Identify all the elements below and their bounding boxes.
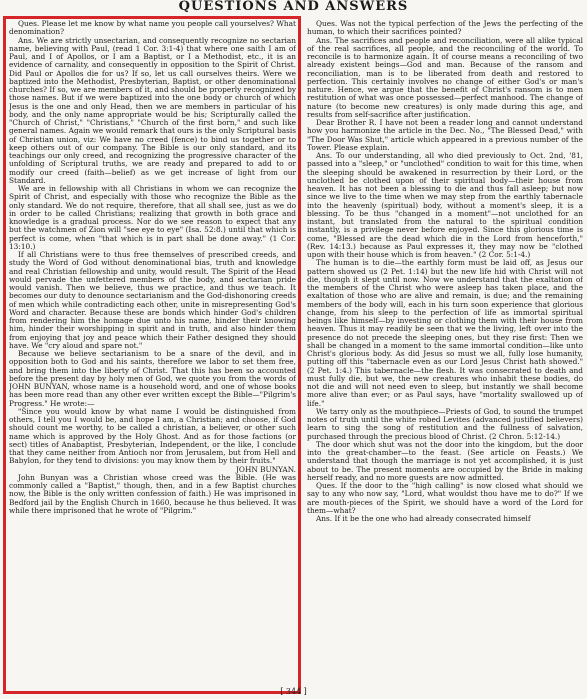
right-column [307, 20, 583, 684]
page-title: QUESTIONS AND ANSWERS [178, 0, 409, 14]
paragraph: The human is to die—the earthly form must be laid off, as Jesus our pattern showed us (2 Pet. 1:14) but the new life hid with Christ will not die, though it slept until now. Now we understand that the exaltation of the members of the Christ who were asleep has taken place, and the exaltation of those who are alive and remain, is due; and the remaining members of the body will, each in his turn soon experience that glorious change, from his sleep to the perfection of life as immortal spiritual beings like himself—by investing or clothing them with their house from heaven. Thus it may readily be seen that we the living, left over into the presence do not precede the sleeping ones, but they rise first: Then we shall be changed in a moment to the same immortal condition—like unto Christ's glorious body. As did Jesus so must we all, fully lose humanity, putting off this "tabernacle even as our Lord Jesus Christ hath showed." (2 Pet. 1:4.) This tabernacle—the flesh. It was consecrated to death and must fully die, but we, the new creatures who inhabit these bodies, do not die and will not need even to sleep, but instantly we shall become more alive than ever; or as Paul says, have "mortality swallowed up of life." [307, 258, 583, 408]
paragraph: Ans. If it be the one who had already consecrated himself [316, 514, 531, 523]
paragraph: Dear Brother R. I have not been a reader long and cannot understand how you harmonize the article in the Dec. No., "The Blessed Dead," with "The Door Was Shut," article which appeared in a previous number of the Tower. Please explain. [307, 118, 583, 152]
left-column [9, 20, 296, 684]
paragraph: If all Christians were to thus free themselves of prescribed creeds, and study the Word of God without denominational bias, truth and knowledge and real Christian fellowship and unity, would result. The Spirit of the Head would pervade the unfettered members of the body, and sectarian pride would vanish. Then we believe, thus we practice, and thus we teach. It becomes our duty to denounce sectarianism and the God-dishonoring creeds of men which while contradicting each other, unite in misrepresenting God's Word and character. Because these are bonds which hinder God's children from rendering him the homage due unto his name, hinder their knowing him, hinder their worshipping in spirit and in truth, and also hinder them from enjoying that joy and peace which their Father designed they should have. We "cry aloud and spare not." [9, 250, 296, 350]
paragraph: Ans. We are strictly unsectarian, and consequently recognize no sectarian name, believing with Paul, (read 1 Cor. 3:1-4) that where one saith I am of Paul, and I of Apollos, or I am a Baptist, or I a Methodist, etc., it is an evidence of carnality, and consequently in opposition to the Spirit of Christ. Did Paul or Apollos die for us? If so, let us call ourselves theirs. Were we baptized into the Methodist, Presbyterian, Baptist, or other denominational churches? If so, we are members of it, and should be properly recognized by those names. But if we were baptized into the one body or church of which Jesus is the one and only Head, then we are members in particular of his body, and the only name appropriate would be his; Scripturally called the "Church of Christ," "Christians," "Church of the first born," and such like general names. Again we would remark that ours is the only Scriptural basis of Christian union, viz: We have no creed (fence) to bind us together or to keep others out of our company. The Bible is our only standard, and its teachings our only creed, and recognizing the progressive character of the unfolding of Scriptural truths, we are ready and prepared to add to or modify our creed (faith—belief) as we get increase of light from our Standard. [9, 35, 296, 185]
paragraph: Ques. Please let me know by what name you people call yourselves? What denomination? [9, 20, 296, 37]
paragraph: Ans. To our understanding, all who died previously to Oct. 2nd, '81, passed into a "sleep," or "unclothed" condition to wait for this time, when the sleeping should be awakened in resurrection by their Lord, or the unclothed be clothed upon of their spiritual body—their house from heaven. It has not been a blessing to die and thus fall asleep; but now since we live to the time when we may step from the earthly tabernacle into the heavenly (spiritual) body, without a moment's sleep, it is a blessing. To be thus "changed in a moment"—not unclothed for an instant, but translated from the natural to the spiritual condition instantly, is a privilege never before enjoyed. Since this glorious time is come, "Blessed are the dead which die in the Lord from henceforth," (Rev. 14:13.) because as Paul expresses it, they may now be "clothed upon with their house which is from heaven." (2 Cor. 5:1-4.) [307, 151, 583, 259]
quote-paragraph: "Since you would know by what name I would be distinguished from others, I tell you I would be, and hope I am, a Christian; and choose, if God should count me worthy, to be called a christian, a believer, or other such name which is approved by the Holy Ghost. And as for those factions (or sect) titles of Anabaptist, Presbyterian, Independent, or the like, I conclude that they came neither from Antioch nor from Jerusalem, but from Hell and Babylon, for they tend to divisions: you may know them by their fruits." [9, 406, 296, 466]
paragraph: Ans. The sacrifices and people and reconciliation, were all alike typical of the real sacrifices, all people, and the reconciling of the world. To reconcile is to harmonize again. It of course means a reconciling of two already existent beings—God and man. Because of the ransom and reconciliation, man is to be liberated from death and restored to perfection. This certainly involves no change of either God's or man's nature. Hence, we argue that the benefit of Christ's ransom is to men restitution of what was once possessed—perfect manhood. The change of nature (to become new creatures) is only made during this age, and results from self-sacrifice after justification. [307, 35, 583, 119]
quote-signature: JOHN BUNYAN. [235, 464, 296, 474]
paragraph: The door which shut was not the door into the kingdom, but the door into the great-chamber—to the feast. (See article on Feasts.) We understand that though the marriage is not yet accomplished, it is just about to be. The present moments are occupied by the Bride in making herself ready, and no more guests are now admitted. [307, 439, 583, 482]
paragraph: Ques. If the door to the "high calling" is now closed what should we say to any who now say, "Lord, what wouldst thou have me to do?" If we are mouth-pieces of the Spirit, we should have a word of the Lord for them—what? [307, 481, 583, 515]
paragraph: We are in fellowship with all Christians in whom we can recognize the Spirit of Christ, and especially with those who recognize the Bible as the only standard. We do not require, therefore, that all shall see, just as we do in order to be called Christians; realizing that growth in both grace and knowledge is a gradual process. Nor do we see reason to expect that any but the watchmen of Zion will "see eye to eye" (Isa. 52:8.) until that which is perfect is come, when "that which is in part shall be done away." (1 Cor. 13:10.) [9, 184, 296, 251]
paragraph: John Bunyan was a Christian whose creed was the Bible. (He was commonly called a "Baptist," though, then, and in a few Baptist churches now, the Bible is the only written confession of faith.) He was imprisoned in Bedford jail by the English Church in 1660, because he thus believed. It was while there imprisoned that he wrote of "Pilgrim." [9, 472, 296, 515]
paragraph: Ques. Was not the typical perfection of the Jews the perfecting of the human, to which their sacrifices pointed? [307, 20, 583, 37]
paragraph: Because we believe sectarianism to be a snare of the devil, and in opposition both to God and his saints, therefore we labor to set them free, and bring them into the liberty of Christ. That this has been so accounted before the present day by holy men of God, we quote you from the words of JOHN BUNYAN, whose name is a household word, and one of whose books has been more read than any other ever written except the Bible—"Pilgrim's Progress." He wrote:— [9, 349, 296, 408]
page-number: [ 344 ] [280, 687, 307, 696]
paragraph: We tarry only as the mouthpiece—Priests of God, to sound the trumpet notes of truth until the white robed Levites (advanced justified believers) learn to sing the song of restitution and the fullness of salvation, purchased through the precious blood of Christ. (2 Chron. 5:12-14.) [307, 406, 583, 441]
